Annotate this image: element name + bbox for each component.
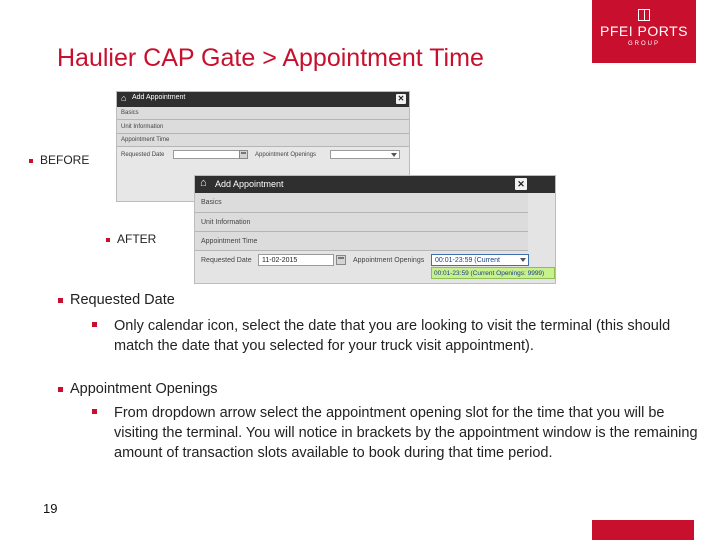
bullet-square-icon (58, 387, 63, 392)
after-openings-label: Appointment Openings (353, 257, 425, 264)
logo-subtitle: GROUP (627, 41, 660, 47)
bullet-square-icon (92, 322, 97, 327)
close-icon[interactable]: ✕ (515, 178, 527, 190)
bullet-square-icon (58, 298, 63, 303)
before-openings-label: Appointment Openings (255, 152, 317, 158)
before-dialog-title: Add Appointment (132, 94, 186, 101)
after-screenshot (194, 175, 556, 284)
bullet-square-icon (29, 159, 33, 163)
slide-title: Haulier CAP Gate > Appointment Time (57, 44, 484, 72)
calendar-icon[interactable] (336, 255, 346, 265)
close-icon[interactable]: ✕ (397, 94, 405, 103)
bullet-detail: From dropdown arrow select the appointment opening slot for the time that you will be visiting the terminal. You will notice in brackets by the appointment window is the remaining amount of transaction slots available to book during that time period. (114, 405, 698, 461)
after-row-unit-info[interactable]: Unit Information (195, 213, 528, 232)
before-row-basics[interactable]: Basics (117, 107, 409, 120)
bullet-square-icon (92, 409, 97, 414)
before-row-appointment-time[interactable]: Appointment Time (117, 134, 409, 147)
after-row-basics[interactable]: Basics (195, 193, 528, 213)
after-fields (195, 254, 555, 268)
before-requested-date-label: Requested Date (121, 152, 165, 158)
before-label (29, 153, 89, 167)
bullet-detail: Only calendar icon, select the date that you are looking to visit the terminal (this should match the date that you selected for your truck visit appointment). (114, 318, 671, 354)
before-row-unit-info[interactable]: Unit Information (117, 120, 409, 134)
after-requested-date-label: Requested Date (201, 257, 252, 264)
after-openings-value: 00:01-23:59 (Current (435, 257, 500, 264)
page-number: 19 (43, 501, 58, 516)
logo-name: PFEI PORTS (600, 23, 688, 39)
after-label (106, 232, 156, 246)
home-icon: ⌂ (200, 177, 207, 189)
bullet-square-icon (106, 238, 110, 242)
before-fields (117, 150, 409, 162)
before-label-text: BEFORE (40, 153, 90, 167)
before-openings-select[interactable] (330, 150, 400, 159)
after-requested-date-input[interactable]: 11-02-2015 (258, 254, 334, 266)
bullet-heading: Requested Date (70, 292, 175, 308)
chevron-down-icon (391, 153, 397, 157)
calendar-icon[interactable] (239, 150, 248, 159)
chevron-down-icon (520, 258, 526, 262)
after-dialog-header (195, 176, 555, 193)
after-label-text: AFTER (117, 232, 157, 246)
company-logo (592, 0, 696, 63)
after-openings-option[interactable]: 00:01-23:59 (Current Openings: 9999) (431, 267, 555, 279)
home-icon: ⌂ (121, 93, 127, 103)
before-requested-date-input[interactable] (173, 150, 241, 159)
footer-accent-bar (592, 520, 694, 540)
logo-mark-icon (638, 9, 650, 21)
after-row-appointment-time[interactable]: Appointment Time (195, 232, 528, 251)
before-dialog-header (117, 92, 409, 107)
after-dialog-title: Add Appointment (215, 179, 284, 189)
bullet-heading: Appointment Openings (70, 381, 218, 397)
after-openings-select[interactable] (431, 254, 529, 266)
